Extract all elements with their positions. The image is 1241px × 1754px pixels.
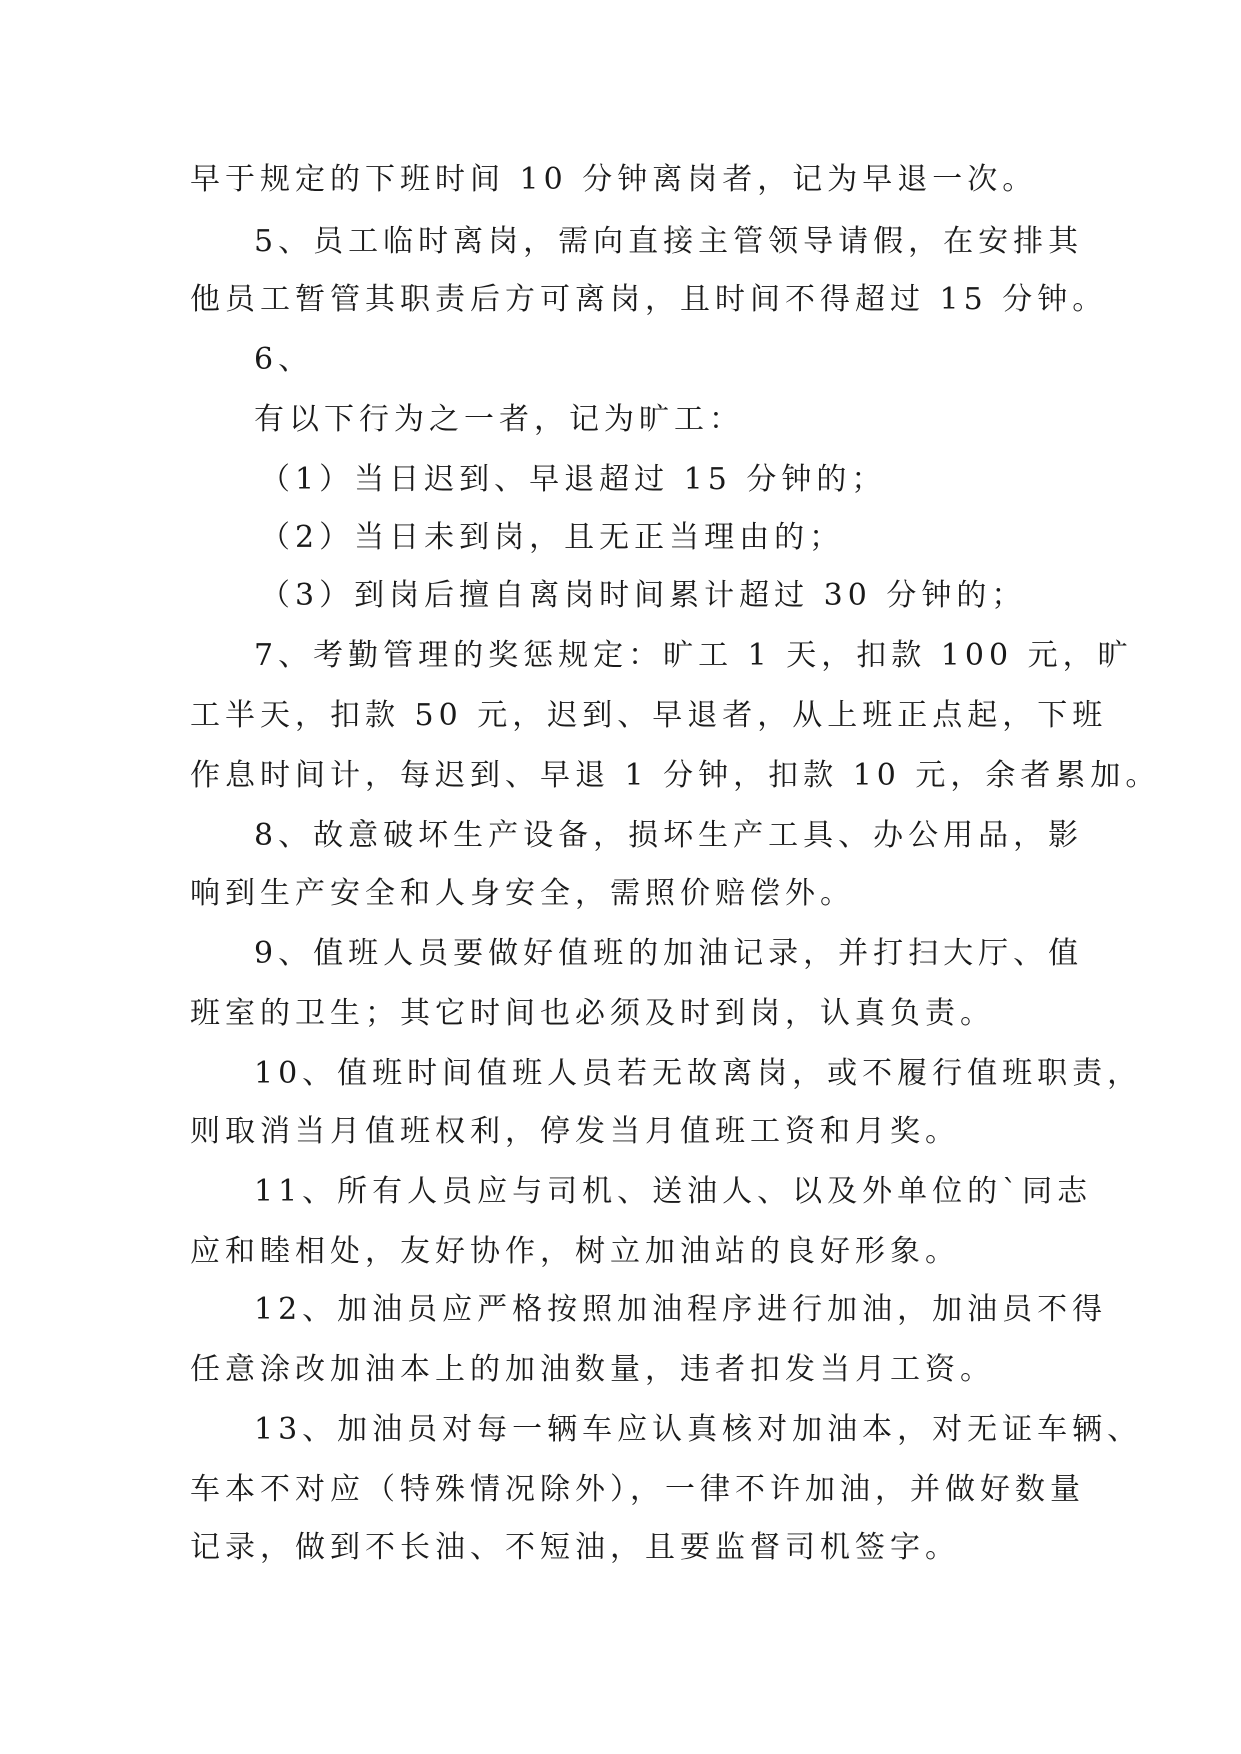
text-line-21: 任意涂改加油本上的加油数量，违者扣发当月工资。 bbox=[190, 1352, 995, 1387]
text-line-2: 5、员工临时离岗，需向直接主管领导请假，在安排其 bbox=[254, 224, 1084, 259]
text-line-5: 有以下行为之一者，记为旷工： bbox=[254, 402, 744, 437]
text-line-17: 则取消当月值班权利，停发当月值班工资和月奖。 bbox=[190, 1114, 960, 1149]
text-line-13: 响到生产安全和人身安全，需照价赔偿外。 bbox=[190, 876, 855, 911]
text-line-24: 记录，做到不长油、不短油，且要监督司机签字。 bbox=[190, 1530, 960, 1565]
text-line-8: （3）到岗后擅自离岗时间累计超过 30 分钟的； bbox=[260, 578, 1027, 613]
text-line-15: 班室的卫生；其它时间也必须及时到岗，认真负责。 bbox=[190, 996, 995, 1031]
text-line-3: 他员工暂管其职责后方可离岗，且时间不得超过 15 分钟。 bbox=[190, 282, 1108, 317]
text-line-16: 10、值班时间值班人员若无故离岗，或不履行值班职责， bbox=[254, 1056, 1143, 1091]
text-line-14: 9、值班人员要做好值班的加油记录，并打扫大厅、值 bbox=[254, 936, 1084, 971]
text-line-20: 12、加油员应严格按照加油程序进行加油，加油员不得 bbox=[254, 1292, 1108, 1327]
text-line-10: 工半天，扣款 50 元，迟到、早退者，从上班正点起，下班 bbox=[190, 698, 1108, 733]
text-line-23: 车本不对应（特殊情况除外），一律不许加油，并做好数量 bbox=[190, 1472, 1085, 1507]
text-line-18: 11、所有人员应与司机、送油人、以及外单位的`同志 bbox=[254, 1174, 1093, 1209]
text-line-4: 6、 bbox=[254, 342, 314, 377]
text-line-11: 作息时间计，每迟到、早退 1 分钟，扣款 10 元，余者累加。 bbox=[190, 758, 1161, 793]
text-line-12: 8、故意破坏生产设备，损坏生产工具、办公用品，影 bbox=[254, 818, 1084, 853]
text-line-9: 7、考勤管理的奖惩规定：旷工 1 天，扣款 100 元，旷 bbox=[254, 638, 1133, 673]
text-line-22: 13、加油员对每一辆车应认真核对加油本，对无证车辆、 bbox=[254, 1412, 1143, 1447]
text-line-1: 早于规定的下班时间 10 分钟离岗者，记为早退一次。 bbox=[190, 162, 1038, 197]
text-line-19: 应和睦相处，友好协作，树立加油站的良好形象。 bbox=[190, 1234, 960, 1269]
text-line-7: （2）当日未到岗，且无正当理由的； bbox=[260, 520, 845, 555]
text-line-6: （1）当日迟到、早退超过 15 分钟的； bbox=[260, 462, 887, 497]
